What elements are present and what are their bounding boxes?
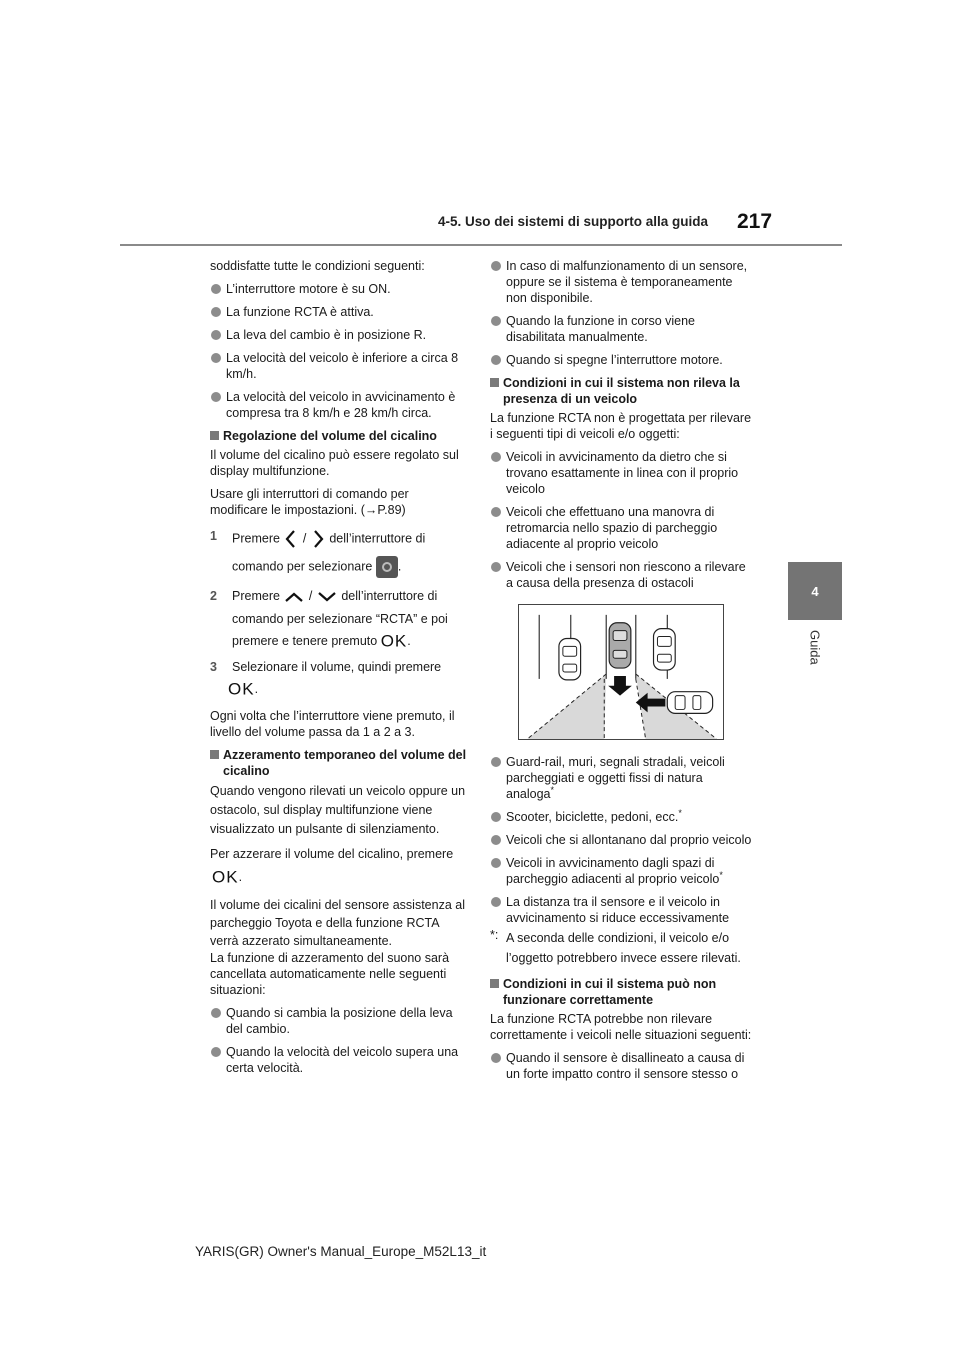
list-item-text: Veicoli in avvicinamento dagli spazi di parcheggio adiacenti al proprio veicolo <box>506 856 720 886</box>
ok-button-icon: OK <box>380 631 408 651</box>
step-text: Selezionare il volume, quindi premere <box>232 660 442 675</box>
chapter-label <box>787 630 843 710</box>
ok-button-icon: OK <box>228 680 255 700</box>
step-number: 1 <box>210 529 217 543</box>
step-text: premere e tenere premuto <box>232 633 378 648</box>
list-item: In caso di malfunzionamento di un sensore, oppure se il sistema è temporaneamente non disponibile. <box>490 258 752 306</box>
heading-no-detect: Condizioni in cui il sistema non rileva la presenza di un veicolo <box>490 375 752 407</box>
heading-volume: Regolazione del volume del cicalino <box>210 428 468 444</box>
para-cycle: Ogni volta che l’interruttore viene premuto, il livello del volume passa da 1 a 2 a 3. <box>210 709 455 740</box>
chevron-left-icon <box>283 528 299 550</box>
para-malfunction: La funzione RCTA potrebbe non rilevare correttamente i veicoli nelle situazioni seguenti: <box>490 1012 752 1042</box>
para-reset-3: Il volume dei cicalini del sensore assistenza al parcheggio Toyota e della funzione RCTA verrà azzerato simultaneamente. <box>210 897 465 948</box>
para-reset-2: Per azzerare il volume del cicalino, premere <box>210 847 454 862</box>
list-item: Quando si spegne l’interruttore motore. <box>490 352 752 368</box>
list-item-text: Guard-rail, muri, segnali stradali, veicoli parcheggiati e oggetti fissi di natura analoga <box>506 755 725 801</box>
heading-malfunction: Condizioni in cui il sistema può non funzionare correttamente <box>490 976 752 1008</box>
ok-button-icon: OK <box>212 867 239 887</box>
list-item: Veicoli che effettuano una manovra di retromarcia nello spazio di parcheggio adiacente al proprio veicolo <box>490 504 752 552</box>
ok-line <box>212 869 468 886</box>
settings-gear-icon <box>376 556 398 578</box>
step-slash: / <box>308 589 313 603</box>
para-reset-4: La funzione di azzeramento del suono sarà cancellata automaticamente nelle seguenti situazioni: <box>210 950 450 997</box>
intro-text: soddisfatte tutte le condizioni seguenti: <box>210 259 425 273</box>
chevron-right-icon <box>310 528 326 550</box>
parked-car-left <box>559 639 581 680</box>
step-text: Premere <box>232 531 280 546</box>
list-item: Quando la funzione in corso viene disabilitata manualmente. <box>490 313 752 345</box>
list-item: Veicoli in avvicinamento da dietro che si trovano esattamente in linea con il proprio veicolo <box>490 449 752 497</box>
chapter-label-text: Guida <box>807 630 823 665</box>
list-item: Veicoli che si allontanano dal proprio veicolo <box>490 832 752 848</box>
list-item-text: Scooter, biciclette, pedoni, ecc. <box>506 810 679 824</box>
approaching-car <box>667 692 712 714</box>
footnote-text: A seconda delle condizioni, il veicolo e/o l’oggetto potrebbero invece essere rilevati. <box>506 931 741 965</box>
list-item: La leva del cambio è in posizione R. <box>210 327 468 343</box>
left-column <box>210 258 468 1083</box>
list-item: Quando la velocità del veicolo supera una certa velocità. <box>210 1044 468 1076</box>
list-item <box>490 754 752 802</box>
footnote-star: * <box>550 784 555 795</box>
list-item <box>490 855 752 887</box>
list-item: La velocità del veicolo in avvicinamento è compresa tra 8 km/h e 28 km/h circa. <box>210 389 468 421</box>
step-1 <box>210 528 468 578</box>
step-text: dell’interruttore di <box>341 589 438 603</box>
list-item: La funzione RCTA è attiva. <box>210 304 468 320</box>
step-2 <box>210 588 468 649</box>
list-item: Quando si cambia la posizione della leva del cambio. <box>210 1005 468 1037</box>
step-slash: / <box>302 531 307 546</box>
step-text: comando per selezionare <box>232 559 373 574</box>
para-volume-1: Il volume del cicalino può essere regolato sul display multifunzione. <box>210 448 459 478</box>
list-item: La distanza tra il sensore e il veicolo in avvicinamento si riduce eccessivamente <box>490 894 752 926</box>
own-car <box>609 623 631 668</box>
chapter-tab <box>788 562 842 620</box>
step-text: comando per selezionare “RCTA” e poi <box>232 611 448 626</box>
list-item: Veicoli che i sensori non riescono a rilevare a causa della presenza di ostacoli <box>490 559 752 591</box>
chapter-number: 4 <box>811 583 819 599</box>
step-number: 2 <box>210 589 217 603</box>
list-item: L’interruttore motore è su ON. <box>210 281 468 297</box>
ok-line <box>228 681 468 698</box>
step-number: 3 <box>210 660 217 675</box>
footer-text: YARIS(GR) Owner's Manual_Europe_M52L13_it <box>195 1244 487 1259</box>
right-column <box>490 258 752 1089</box>
chevron-down-icon <box>316 589 338 605</box>
parked-car-right <box>654 629 676 670</box>
step-text: Premere <box>232 589 280 603</box>
ok-dot: . <box>254 682 259 697</box>
page-number: 217 <box>737 210 773 233</box>
header-rule <box>120 244 842 246</box>
list-item: Quando il sensore è disallineato a causa di un forte impatto contro il sensore stesso o <box>490 1050 752 1082</box>
para-no-detect: La funzione RCTA non è progettata per rilevare i seguenti tipi di veicoli e/o oggetti: <box>490 411 752 441</box>
footnote-star: * <box>719 869 723 880</box>
step-end: . <box>407 633 411 648</box>
chevron-up-icon <box>283 589 305 605</box>
step-text: dell’interruttore di <box>329 531 426 546</box>
parking-illustration <box>518 604 724 740</box>
para-reset-1: Quando vengono rilevati un veicolo oppure un ostacolo, sul display multifunzione viene visualizzato un pulsante di silenziamento. <box>210 784 466 837</box>
heading-reset: Azzeramento temporaneo del volume del cicalino <box>210 747 468 779</box>
section-title: 4-5. Uso dei sistemi di supporto alla guida <box>438 214 709 229</box>
list-item <box>490 809 752 825</box>
footnote-star: * <box>678 807 682 818</box>
para-volume-2: Usare gli interruttori di comando per modificare le impostazioni. (→P.89) <box>210 487 409 517</box>
step-3 <box>210 659 468 675</box>
footnote <box>490 928 752 968</box>
list-item: La velocità del veicolo è inferiore a circa 8 km/h. <box>210 350 468 382</box>
step-end: . <box>397 559 402 574</box>
footnote-mark: *: <box>490 928 499 942</box>
ok-dot: . <box>238 870 243 885</box>
